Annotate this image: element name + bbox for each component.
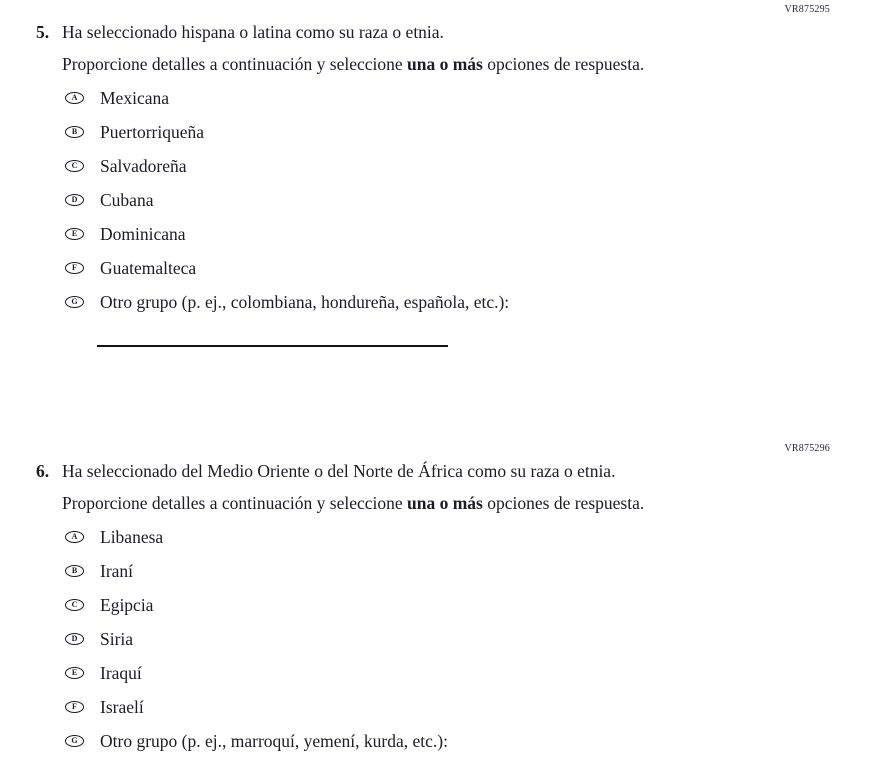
question-6-instruction [62, 493, 887, 513]
option-row-q6-b [65, 561, 887, 581]
option-row-q6-a [65, 527, 887, 547]
instruction-bold-text: una o más [407, 493, 483, 513]
option-row-q5-d [65, 190, 887, 210]
option-label-q6-d: Siria [100, 629, 134, 649]
option-bubble-q5-a[interactable]: A [65, 92, 84, 104]
option-bubble-q6-f[interactable]: F [65, 701, 84, 713]
instruction-text: Proporcione detalles a continuación y seleccione [62, 54, 408, 74]
option-bubble-q5-f[interactable]: F [65, 262, 84, 274]
option-row-q6-e [65, 663, 887, 683]
question-5-section [0, 0, 887, 347]
option-bubble-q5-e[interactable]: E [65, 228, 84, 240]
option-label-q6-c: Egipcia [100, 595, 154, 615]
instruction-text: opciones de respuesta. [482, 493, 645, 513]
option-row-q5-g [65, 292, 887, 312]
option-row-q5-b [65, 122, 887, 142]
option-label-q6-e: Iraquí [100, 663, 142, 683]
option-label-q6-a: Libanesa [100, 527, 164, 547]
question-6-title: Ha seleccionado del Medio Oriente o del Norte de África como su raza o etnia. [62, 461, 616, 481]
question-5-instruction [62, 54, 887, 74]
option-bubble-q5-d[interactable]: D [65, 194, 84, 206]
question-6-section [0, 443, 887, 774]
option-row-q5-e [65, 224, 887, 244]
form-code-q6: VR875296 [784, 443, 830, 454]
instruction-text: Proporcione detalles a continuación y seleccione [62, 493, 408, 513]
question-6-options [65, 527, 887, 751]
option-bubble-q5-c[interactable]: C [65, 160, 84, 172]
option-row-q5-c [65, 156, 887, 176]
question-5-number: 5. [36, 22, 50, 42]
option-bubble-q6-e[interactable]: E [65, 667, 84, 679]
option-row-q6-d [65, 629, 887, 649]
option-label-q5-a: Mexicana [100, 88, 169, 108]
question-6-number: 6. [36, 461, 50, 481]
option-label-q5-e: Dominicana [100, 224, 186, 244]
instruction-text: opciones de respuesta. [482, 54, 645, 74]
option-label-q5-d: Cubana [100, 190, 154, 210]
option-label-q5-f: Guatemalteca [100, 258, 197, 278]
question-5-title: Ha seleccionado hispana o latina como su raza o etnia. [62, 22, 444, 42]
option-row-q6-c [65, 595, 887, 615]
option-label-q5-g: Otro grupo (p. ej., colombiana, hondureña, española, etc.): [100, 292, 510, 312]
option-row-q6-g [65, 731, 887, 751]
option-bubble-q6-g[interactable]: G [65, 735, 84, 747]
option-bubble-q6-d[interactable]: D [65, 633, 84, 645]
form-code-q5: VR875295 [784, 4, 830, 15]
option-label-q6-f: Israelí [100, 697, 144, 717]
option-label-q5-b: Puertorriqueña [100, 122, 204, 142]
instruction-bold-text: una o más [407, 54, 483, 74]
option-bubble-q5-b[interactable]: B [65, 126, 84, 138]
write-in-line-q5[interactable] [97, 327, 448, 347]
option-label-q6-g: Otro grupo (p. ej., marroquí, yemení, kurda, etc.): [100, 731, 448, 751]
question-5-options [65, 88, 887, 312]
option-label-q6-b: Iraní [100, 561, 134, 581]
question-6-title-row [0, 461, 887, 481]
option-bubble-q6-c[interactable]: C [65, 599, 84, 611]
option-row-q5-a [65, 88, 887, 108]
option-row-q6-f [65, 697, 887, 717]
option-bubble-q6-a[interactable]: A [65, 531, 84, 543]
option-label-q5-c: Salvadoreña [100, 156, 187, 176]
option-bubble-q5-g[interactable]: G [65, 296, 84, 308]
option-bubble-q6-b[interactable]: B [65, 565, 84, 577]
option-row-q5-f [65, 258, 887, 278]
write-in-line-q6[interactable] [97, 766, 448, 774]
question-5-title-row [0, 22, 887, 42]
